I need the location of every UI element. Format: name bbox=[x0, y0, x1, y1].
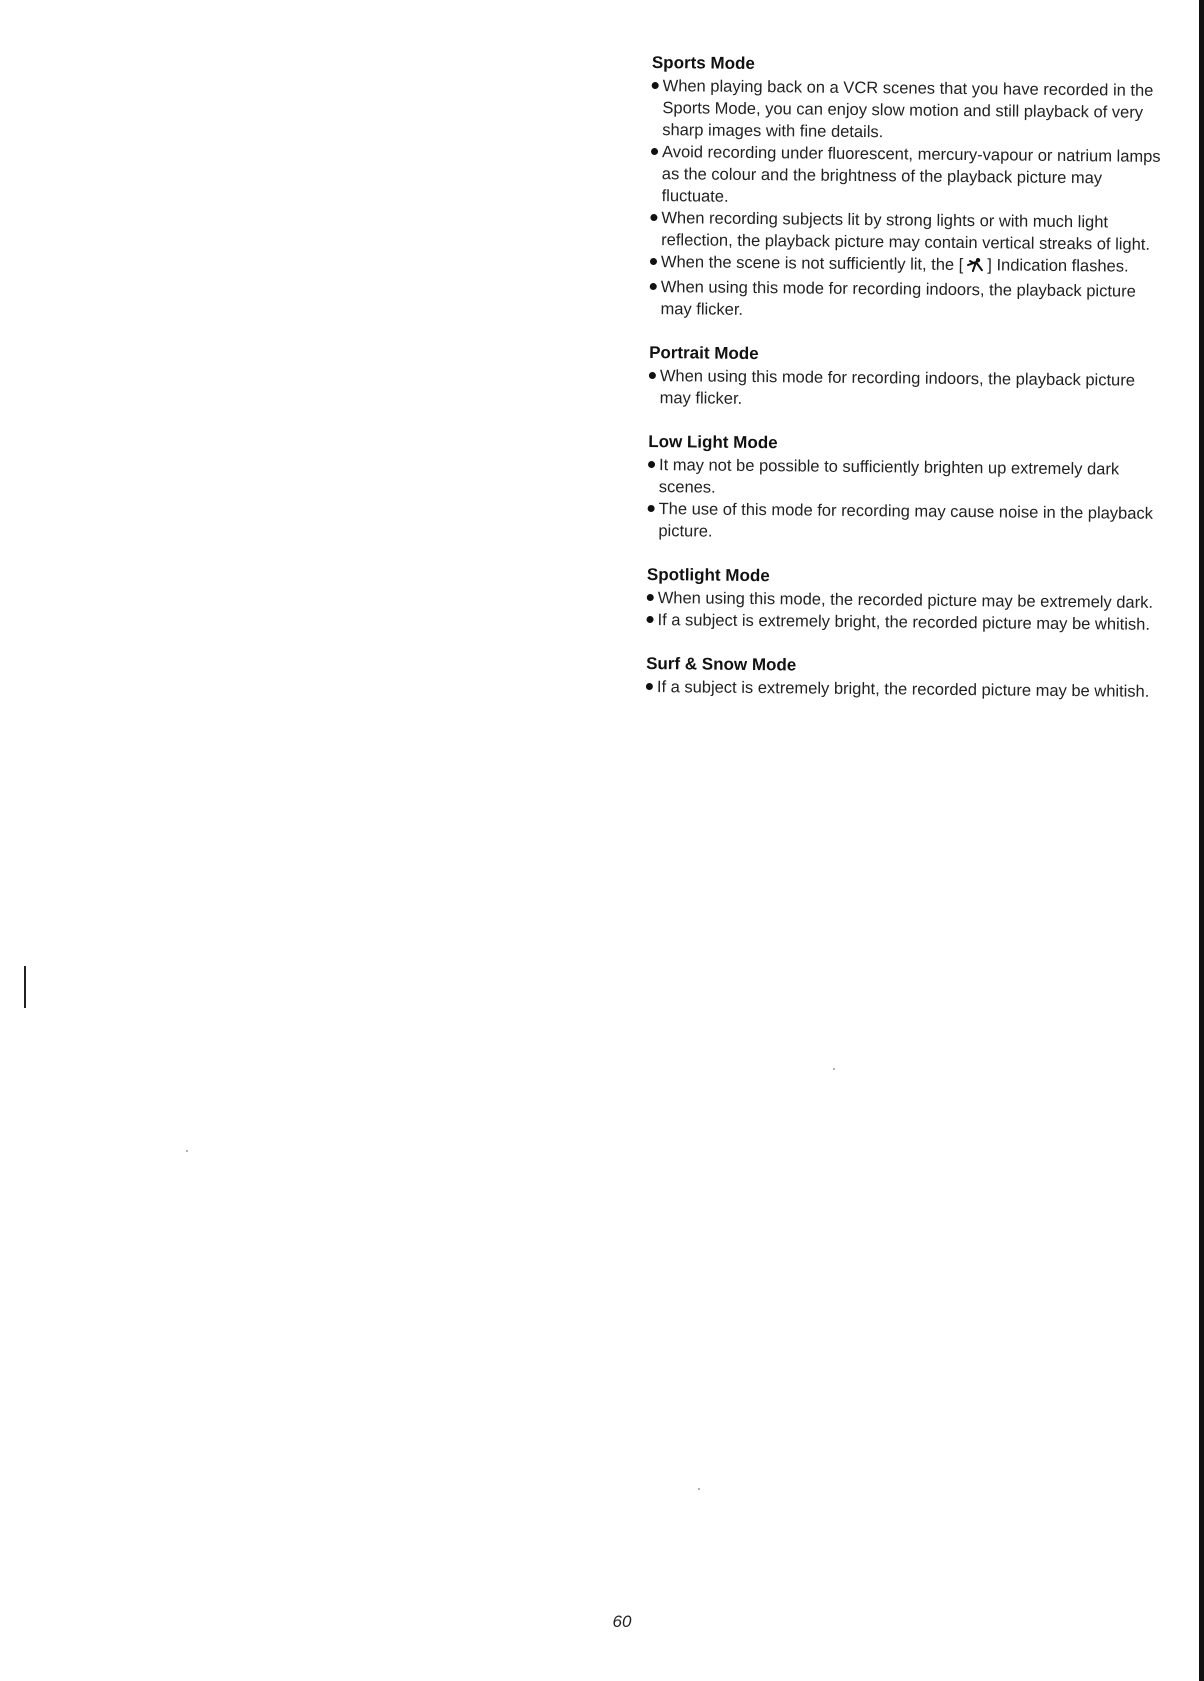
spotlight-mode-section bbox=[646, 564, 1167, 636]
list-item bbox=[646, 609, 1166, 636]
bullet-icon bbox=[649, 372, 656, 379]
list-item bbox=[650, 207, 1170, 256]
portrait-mode-section bbox=[649, 342, 1170, 414]
note-text-before-icon: When the scene is not sufficiently lit, the [ bbox=[660, 253, 964, 274]
sports-mode-section bbox=[649, 52, 1172, 325]
bullet-icon bbox=[646, 683, 653, 690]
scan-speck bbox=[698, 1488, 700, 1490]
bullet-icon bbox=[648, 505, 655, 512]
section-title: Portrait Mode bbox=[649, 342, 759, 364]
note-text: When using this mode, the recorded picture may be extremely dark. bbox=[657, 589, 1154, 612]
note-list bbox=[646, 676, 1166, 703]
note-list bbox=[646, 587, 1166, 636]
bullet-icon bbox=[647, 616, 654, 623]
note-text-after-icon: ] Indication flashes. bbox=[987, 256, 1129, 276]
low-light-mode-section bbox=[647, 431, 1168, 547]
scan-speck bbox=[186, 1150, 188, 1152]
bullet-icon bbox=[650, 283, 657, 290]
bullet-icon bbox=[650, 214, 657, 221]
list-item bbox=[648, 454, 1168, 503]
note-text: If a subject is extremely bright, the recorded picture may be whitish. bbox=[656, 678, 1150, 701]
page-edge-border bbox=[1199, 0, 1204, 1681]
sports-mode-icon bbox=[966, 257, 984, 279]
section-title: Low Light Mode bbox=[648, 431, 778, 453]
scan-speck bbox=[833, 1068, 835, 1070]
list-item bbox=[651, 75, 1172, 146]
content-column bbox=[646, 52, 1172, 725]
note-text: If a subject is extremely bright, the recorded picture may be whitish. bbox=[657, 611, 1151, 634]
binding-mark bbox=[24, 966, 26, 1008]
bullet-icon bbox=[650, 258, 657, 265]
page-number: 60 bbox=[612, 1612, 632, 1631]
list-item bbox=[651, 141, 1172, 212]
note-text: It may not be possible to sufficiently brighten up extremely dark scenes. bbox=[658, 456, 1120, 497]
bullet-icon bbox=[648, 461, 655, 468]
surf-snow-mode-section bbox=[646, 653, 1166, 703]
section-title: Spotlight Mode bbox=[646, 564, 770, 586]
bullet-icon bbox=[651, 148, 658, 155]
note-text: When recording subjects lit by strong lights or with much light reflection, the playback picture may contain vertical streaks of light. bbox=[661, 209, 1151, 254]
bullet-icon bbox=[652, 82, 659, 89]
note-list bbox=[649, 75, 1171, 325]
note-text: When using this mode for recording indoors, the playback picture may flicker. bbox=[660, 278, 1136, 319]
note-list bbox=[647, 454, 1168, 547]
section-title: Sports Mode bbox=[651, 52, 755, 73]
list-item bbox=[649, 365, 1169, 414]
list-item bbox=[649, 276, 1169, 325]
note-text: Avoid recording under fluorescent, mercury-vapour or natrium lamps as the colour and the brightness of the playback picture may fluctuate. bbox=[661, 143, 1161, 206]
list-item bbox=[647, 498, 1167, 547]
note-text: The use of this mode for recording may cause noise in the playback picture. bbox=[658, 500, 1154, 541]
note-text: When using this mode for recording indoors, the playback picture may flicker. bbox=[659, 367, 1136, 408]
section-title: Surf & Snow Mode bbox=[646, 653, 797, 675]
bullet-icon bbox=[647, 594, 654, 601]
list-item bbox=[646, 676, 1166, 703]
note-text: When playing back on a VCR scenes that you have recorded in the Sports Mode, you can enjoy slow motion and still playback of very sharp images with fine details. bbox=[662, 77, 1154, 142]
note-list bbox=[649, 365, 1169, 414]
